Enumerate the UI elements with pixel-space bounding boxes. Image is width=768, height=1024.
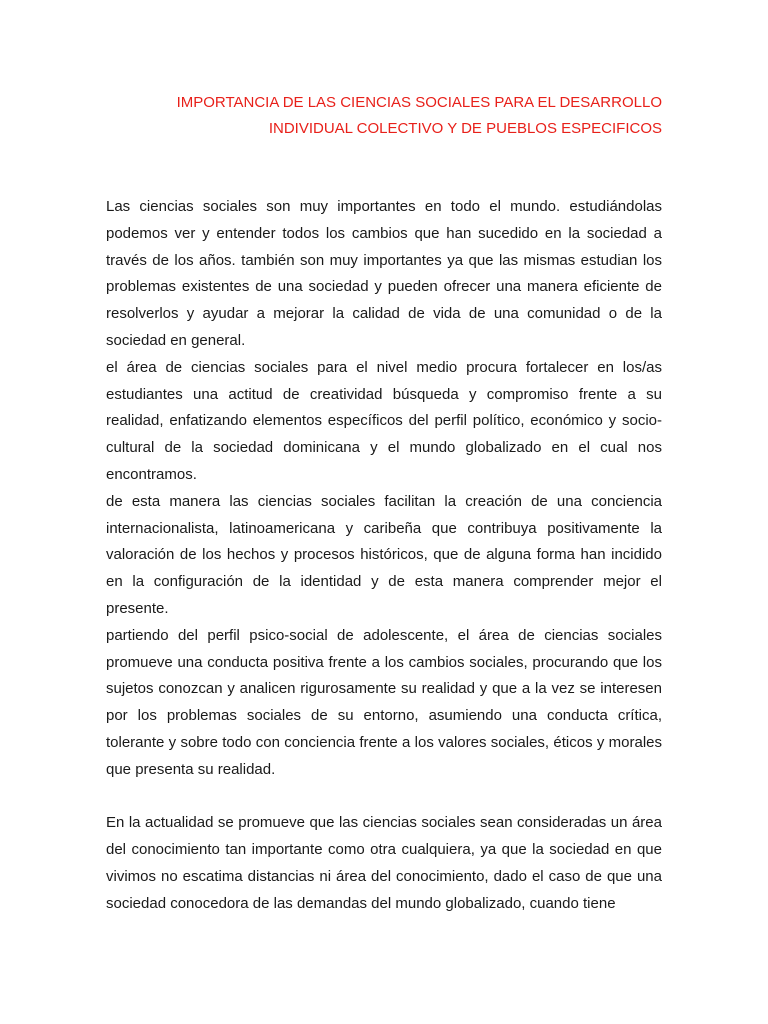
paragraph-5: En la actualidad se promueve que las ciencias sociales sean consideradas un área del conocimiento tan importante como otra cualquiera, ya que la sociedad en que vivimos no escatima distancias ni área del conocimiento, dado el caso de que una sociedad conocedora de las demandas del mundo globalizado, cuando tiene — [106, 814, 662, 912]
paragraph-1: Las ciencias sociales son muy importantes en todo el mundo. estudiándolas podemos ver y entender todos los cambios que han sucedido en la sociedad a través de los años. también son muy importantes ya que las mismas estudian los problemas existentes de una sociedad y pueden ofrecer una manera eficiente de resolverlos y ayudar a mejorar la calidad de vida de una comunidad o de la sociedad en general. — [106, 198, 662, 349]
title-line-1: IMPORTANCIA DE LAS CIENCIAS SOCIALES PARA EL DESARROLLO — [176, 94, 662, 111]
paragraph-2: el área de ciencias sociales para el nivel medio procura fortalecer en los/as estudiantes una actitud de creatividad búsqueda y compromiso frente a su realidad, enfatizando elementos específicos del perfil político, económico y socio-cultural de la sociedad dominicana y el mundo globalizado en el cual nos encontramos. — [106, 358, 662, 483]
paragraph-3: de esta manera las ciencias sociales facilitan la creación de una conciencia internacionalista, latinoamericana y caribeña que contribuya positivamente la valoración de los hechos y procesos históricos, que de alguna forma han incidido en la configuración de la identidad y de esta manera comprender mejor el presente. — [106, 492, 662, 617]
document-body — [106, 194, 662, 918]
document-title — [90, 90, 662, 142]
title-line-2: INDIVIDUAL COLECTIVO Y DE PUEBLOS ESPECIFICOS — [268, 120, 662, 137]
paragraph-4: partiendo del perfil psico-social de adolescente, el área de ciencias sociales promueve una conducta positiva frente a los cambios sociales, procurando que los sujetos conozcan y analicen rigurosamente su realidad y que a la vez se interesen por los problemas sociales de su entorno, asumiendo una conducta crítica, tolerante y sobre todo con conciencia frente a los valores sociales, éticos y morales que presenta su realidad. — [106, 626, 662, 778]
